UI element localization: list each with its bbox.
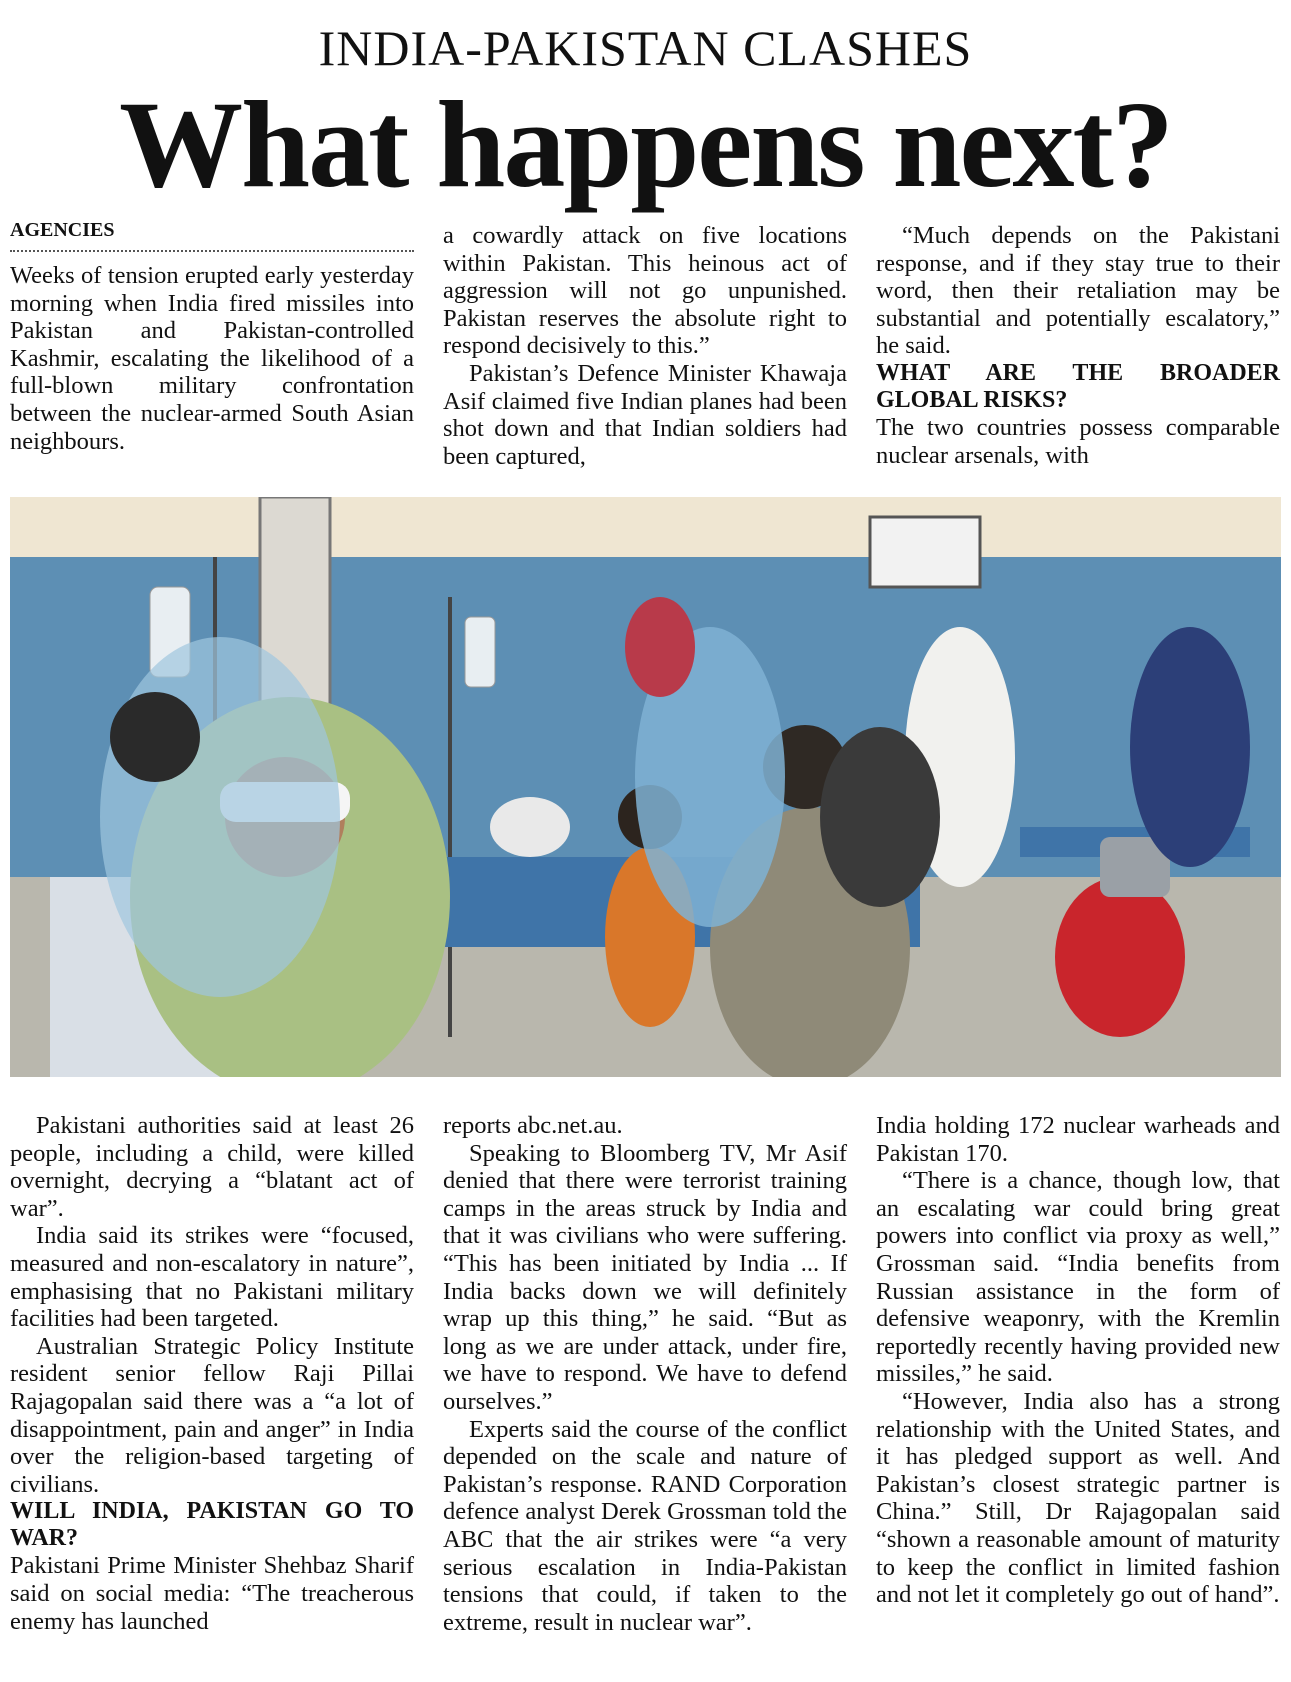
bottom-column-2 xyxy=(443,1112,847,1636)
paragraph: The two countries possess comparable nuclear arsenals, with xyxy=(876,413,1280,469)
byline: AGENCIES xyxy=(10,218,414,252)
paragraph: a cowardly attack on five locations within Pakistan. This heinous act of aggression will not go unpunished. Pakistan reserves the absolute right to respond decisively to this.” xyxy=(443,222,847,360)
paragraph: Speaking to Bloomberg TV, Mr Asif denied that there were terrorist training camps in the areas struck by India and that it was civilians who were suffering. “This has been initiated by India ... If India backs down we will definitely wrap up this thing,” he said. “But as long as we are under attack, under fire, we have to respond. We have to defend ourselves.” xyxy=(443,1139,847,1415)
hospital-ward-photo xyxy=(10,497,1281,1077)
paragraph: reports abc.net.au. xyxy=(443,1112,623,1139)
bottom-column-1 xyxy=(10,1112,414,1635)
paragraph: Experts said the course of the conflict depended on the scale and nature of Pakistan’s response. RAND Corporation defence analyst Derek Grossman told the ABC that the air strikes were “a very serious escalation in India-Pakistan tensions that could, if taken to the extreme, result in nuclear war”. xyxy=(443,1415,847,1636)
bottom-column-3 xyxy=(876,1112,1280,1609)
paragraph: “Much depends on the Pakistani response, and if they stay true to their word, then their retaliation may be substantial and potentially escalatory,” he said. xyxy=(876,222,1280,360)
paragraph: Australian Strategic Policy Institute resident senior fellow Raji Pillai Rajagopalan said there was a “a lot of disappointment, pain and anger” in India over the religion-based targeting of civilians. xyxy=(10,1332,414,1498)
lead-paragraph: Weeks of tension erupted early yesterday morning when India fired missiles into Pakistan and Pakistan-controlled Kashmir, escalating the likelihood of a full-blown military confrontation between the nuclear-armed South Asian neighbours. xyxy=(10,262,414,455)
paragraph: “However, India also has a strong relationship with the United States, and it has pledged support as well. And Pakistan’s closest strategic partner is China.” Still, Dr Rajagopalan said “shown a reasonable amount of maturity to keep the conflict in limited fashion and not let it completely go out of hand”. xyxy=(876,1387,1280,1609)
top-column-1 xyxy=(10,218,414,455)
subheading: WHAT ARE THE BROADER GLOBAL RISKS? xyxy=(876,359,1280,413)
top-column-2 xyxy=(443,222,847,470)
paragraph: Pakistan’s Defence Minister Khawaja Asif claimed five Indian planes had been shot down and that Indian soldiers had been captured, xyxy=(443,359,847,470)
paragraph: Pakistani Prime Minister Shehbaz Sharif said on social media: “The treacherous enemy has launched xyxy=(10,1552,414,1635)
paragraph: “There is a chance, though low, that an escalating war could bring great powers into conflict via proxy as well,” Grossman said. “India benefits from Russian assistance in the form of defensive weaponry, with the Kremlin reportedly recently having provided new missiles,” he said. xyxy=(876,1167,1280,1388)
paragraph: Pakistani authorities said at least 26 people, including a child, were killed overnight, decrying a “blatant act of war”. xyxy=(10,1112,414,1222)
subheading: WILL INDIA, PAKISTAN GO TO WAR? xyxy=(10,1498,414,1552)
paragraph: India holding 172 nuclear warheads and Pakistan 170. xyxy=(876,1112,1280,1167)
top-column-3 xyxy=(876,222,1280,469)
photo-illustration xyxy=(10,497,1281,1077)
kicker: INDIA-PAKISTAN CLASHES xyxy=(318,20,973,76)
paragraph: India said its strikes were “focused, measured and non-escalatory in nature”, emphasising that no Pakistani military facilities had been targeted. xyxy=(10,1222,414,1333)
headline: What happens next? xyxy=(119,76,1172,213)
